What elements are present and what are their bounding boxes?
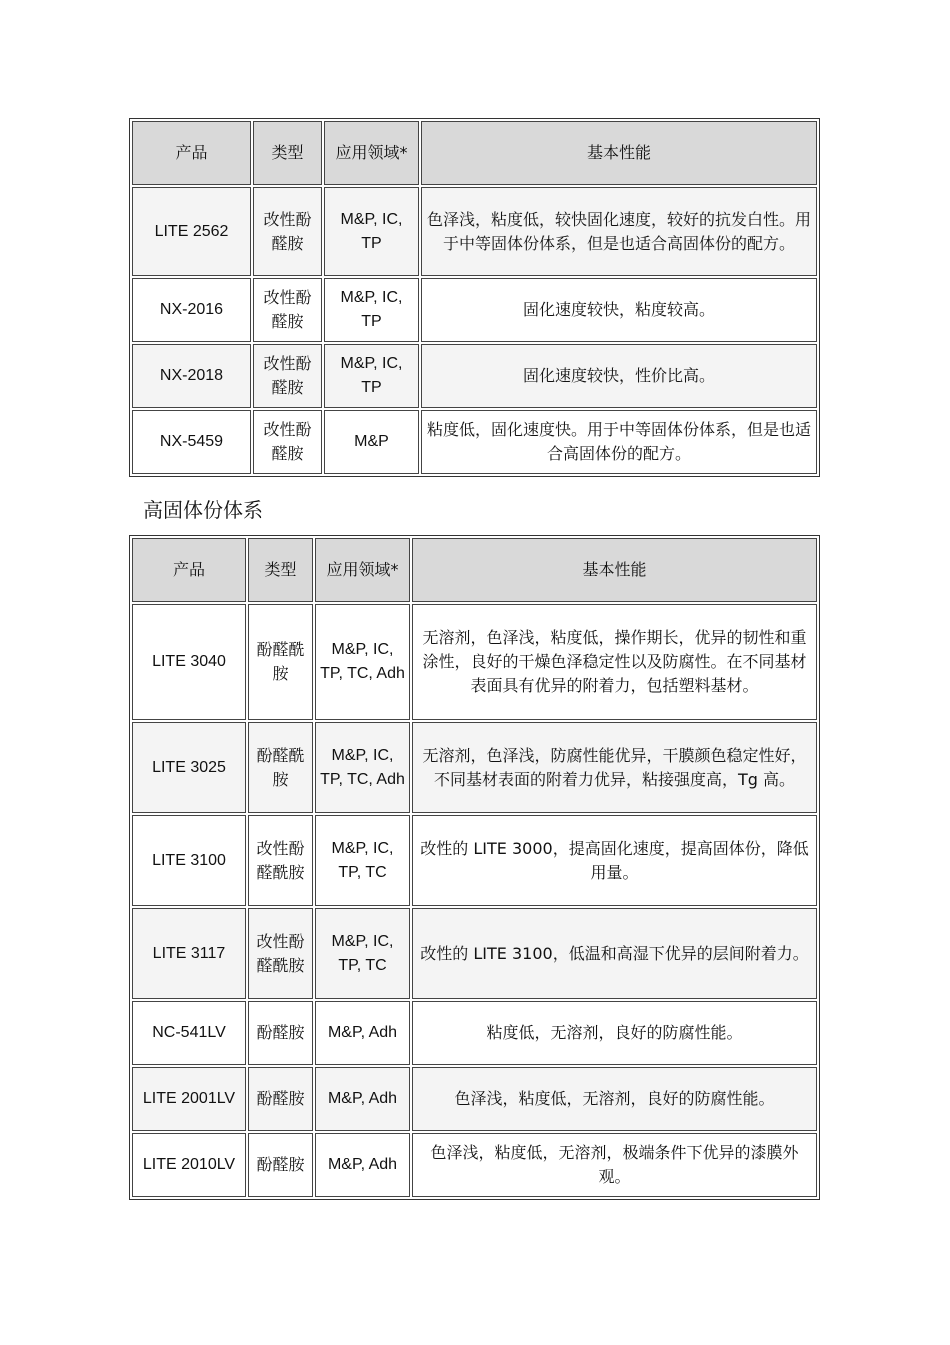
cell-application: M&P, IC, TP — [324, 187, 419, 276]
cell-product: LITE 3040 — [132, 604, 246, 720]
cell-product: LITE 3117 — [132, 908, 246, 999]
table-row — [132, 1133, 817, 1197]
header-type: 类型 — [253, 121, 322, 185]
cell-performance: 粘度低，固化速度快。用于中等固体份体系，但是也适合高固体份的配方。 — [421, 410, 817, 474]
cell-type: 酚醛胺 — [248, 1067, 313, 1131]
cell-application: M&P, Adh — [315, 1001, 410, 1065]
cell-application: M&P — [324, 410, 419, 474]
table-header-row — [132, 538, 817, 602]
cell-product: LITE 2010LV — [132, 1133, 246, 1197]
table-row — [132, 908, 817, 999]
cell-performance: 固化速度较快，性价比高。 — [421, 344, 817, 408]
cell-type: 改性酚醛胺 — [253, 187, 322, 276]
cell-type: 改性酚醛酰胺 — [248, 908, 313, 999]
cell-product: NC-541LV — [132, 1001, 246, 1065]
table-row — [132, 278, 817, 342]
cell-type: 酚醛胺 — [248, 1133, 313, 1197]
cell-type: 酚醛胺 — [248, 1001, 313, 1065]
table-header-row — [132, 121, 817, 185]
table-row — [132, 815, 817, 906]
cell-application: M&P, IC, TP, TC, Adh — [315, 722, 410, 813]
table-row — [132, 722, 817, 813]
cell-type: 酚醛酰胺 — [248, 722, 313, 813]
cell-application: M&P, IC, TP — [324, 278, 419, 342]
cell-application: M&P, Adh — [315, 1133, 410, 1197]
header-application: 应用领域* — [315, 538, 410, 602]
cell-product: LITE 2001LV — [132, 1067, 246, 1131]
header-application: 应用领域* — [324, 121, 419, 185]
cell-application: M&P, IC, TP, TC, Adh — [315, 604, 410, 720]
cell-type: 改性酚醛胺 — [253, 344, 322, 408]
cell-application: M&P, Adh — [315, 1067, 410, 1131]
table-row — [132, 1001, 817, 1065]
cell-application: M&P, IC, TP — [324, 344, 419, 408]
cell-type: 改性酚醛酰胺 — [248, 815, 313, 906]
table-row — [132, 604, 817, 720]
cell-product: LITE 3100 — [132, 815, 246, 906]
cell-product: NX-2018 — [132, 344, 251, 408]
header-performance: 基本性能 — [412, 538, 817, 602]
table-row — [132, 344, 817, 408]
cell-type: 改性酚醛胺 — [253, 278, 322, 342]
cell-type: 酚醛酰胺 — [248, 604, 313, 720]
header-product: 产品 — [132, 538, 246, 602]
cell-application: M&P, IC, TP, TC — [315, 815, 410, 906]
cell-product: NX-5459 — [132, 410, 251, 474]
cell-performance: 色泽浅，粘度低，无溶剂，良好的防腐性能。 — [412, 1067, 817, 1131]
cell-performance: 改性的 LITE 3100，低温和高湿下优异的层间附着力。 — [412, 908, 817, 999]
cell-type: 改性酚醛胺 — [253, 410, 322, 474]
cell-product: LITE 3025 — [132, 722, 246, 813]
cell-performance: 色泽浅，粘度低，较快固化速度，较好的抗发白性。用于中等固体份体系，但是也适合高固体份的配方。 — [421, 187, 817, 276]
product-table-high-solids — [129, 535, 820, 1200]
header-type: 类型 — [248, 538, 313, 602]
table-row — [132, 1067, 817, 1131]
cell-performance: 无溶剂，色泽浅，防腐性能优异，干膜颜色稳定性好，不同基材表面的附着力优异，粘接强度高，Tg 高。 — [412, 722, 817, 813]
product-table-medium-solids — [129, 118, 820, 477]
cell-performance: 固化速度较快，粘度较高。 — [421, 278, 817, 342]
cell-performance: 粘度低，无溶剂，良好的防腐性能。 — [412, 1001, 817, 1065]
header-performance: 基本性能 — [421, 121, 817, 185]
section-title: 高固体份体系 — [143, 498, 263, 522]
cell-product: LITE 2562 — [132, 187, 251, 276]
table-row — [132, 410, 817, 474]
table-row — [132, 187, 817, 276]
cell-product: NX-2016 — [132, 278, 251, 342]
cell-application: M&P, IC, TP, TC — [315, 908, 410, 999]
header-product: 产品 — [132, 121, 251, 185]
cell-performance: 色泽浅，粘度低，无溶剂，极端条件下优异的漆膜外观。 — [412, 1133, 817, 1197]
cell-performance: 无溶剂，色泽浅，粘度低，操作期长，优异的韧性和重涂性，良好的干燥色泽稳定性以及防腐性。在不同基材表面具有优异的附着力，包括塑料基材。 — [412, 604, 817, 720]
cell-performance: 改性的 LITE 3000，提高固化速度，提高固体份，降低用量。 — [412, 815, 817, 906]
